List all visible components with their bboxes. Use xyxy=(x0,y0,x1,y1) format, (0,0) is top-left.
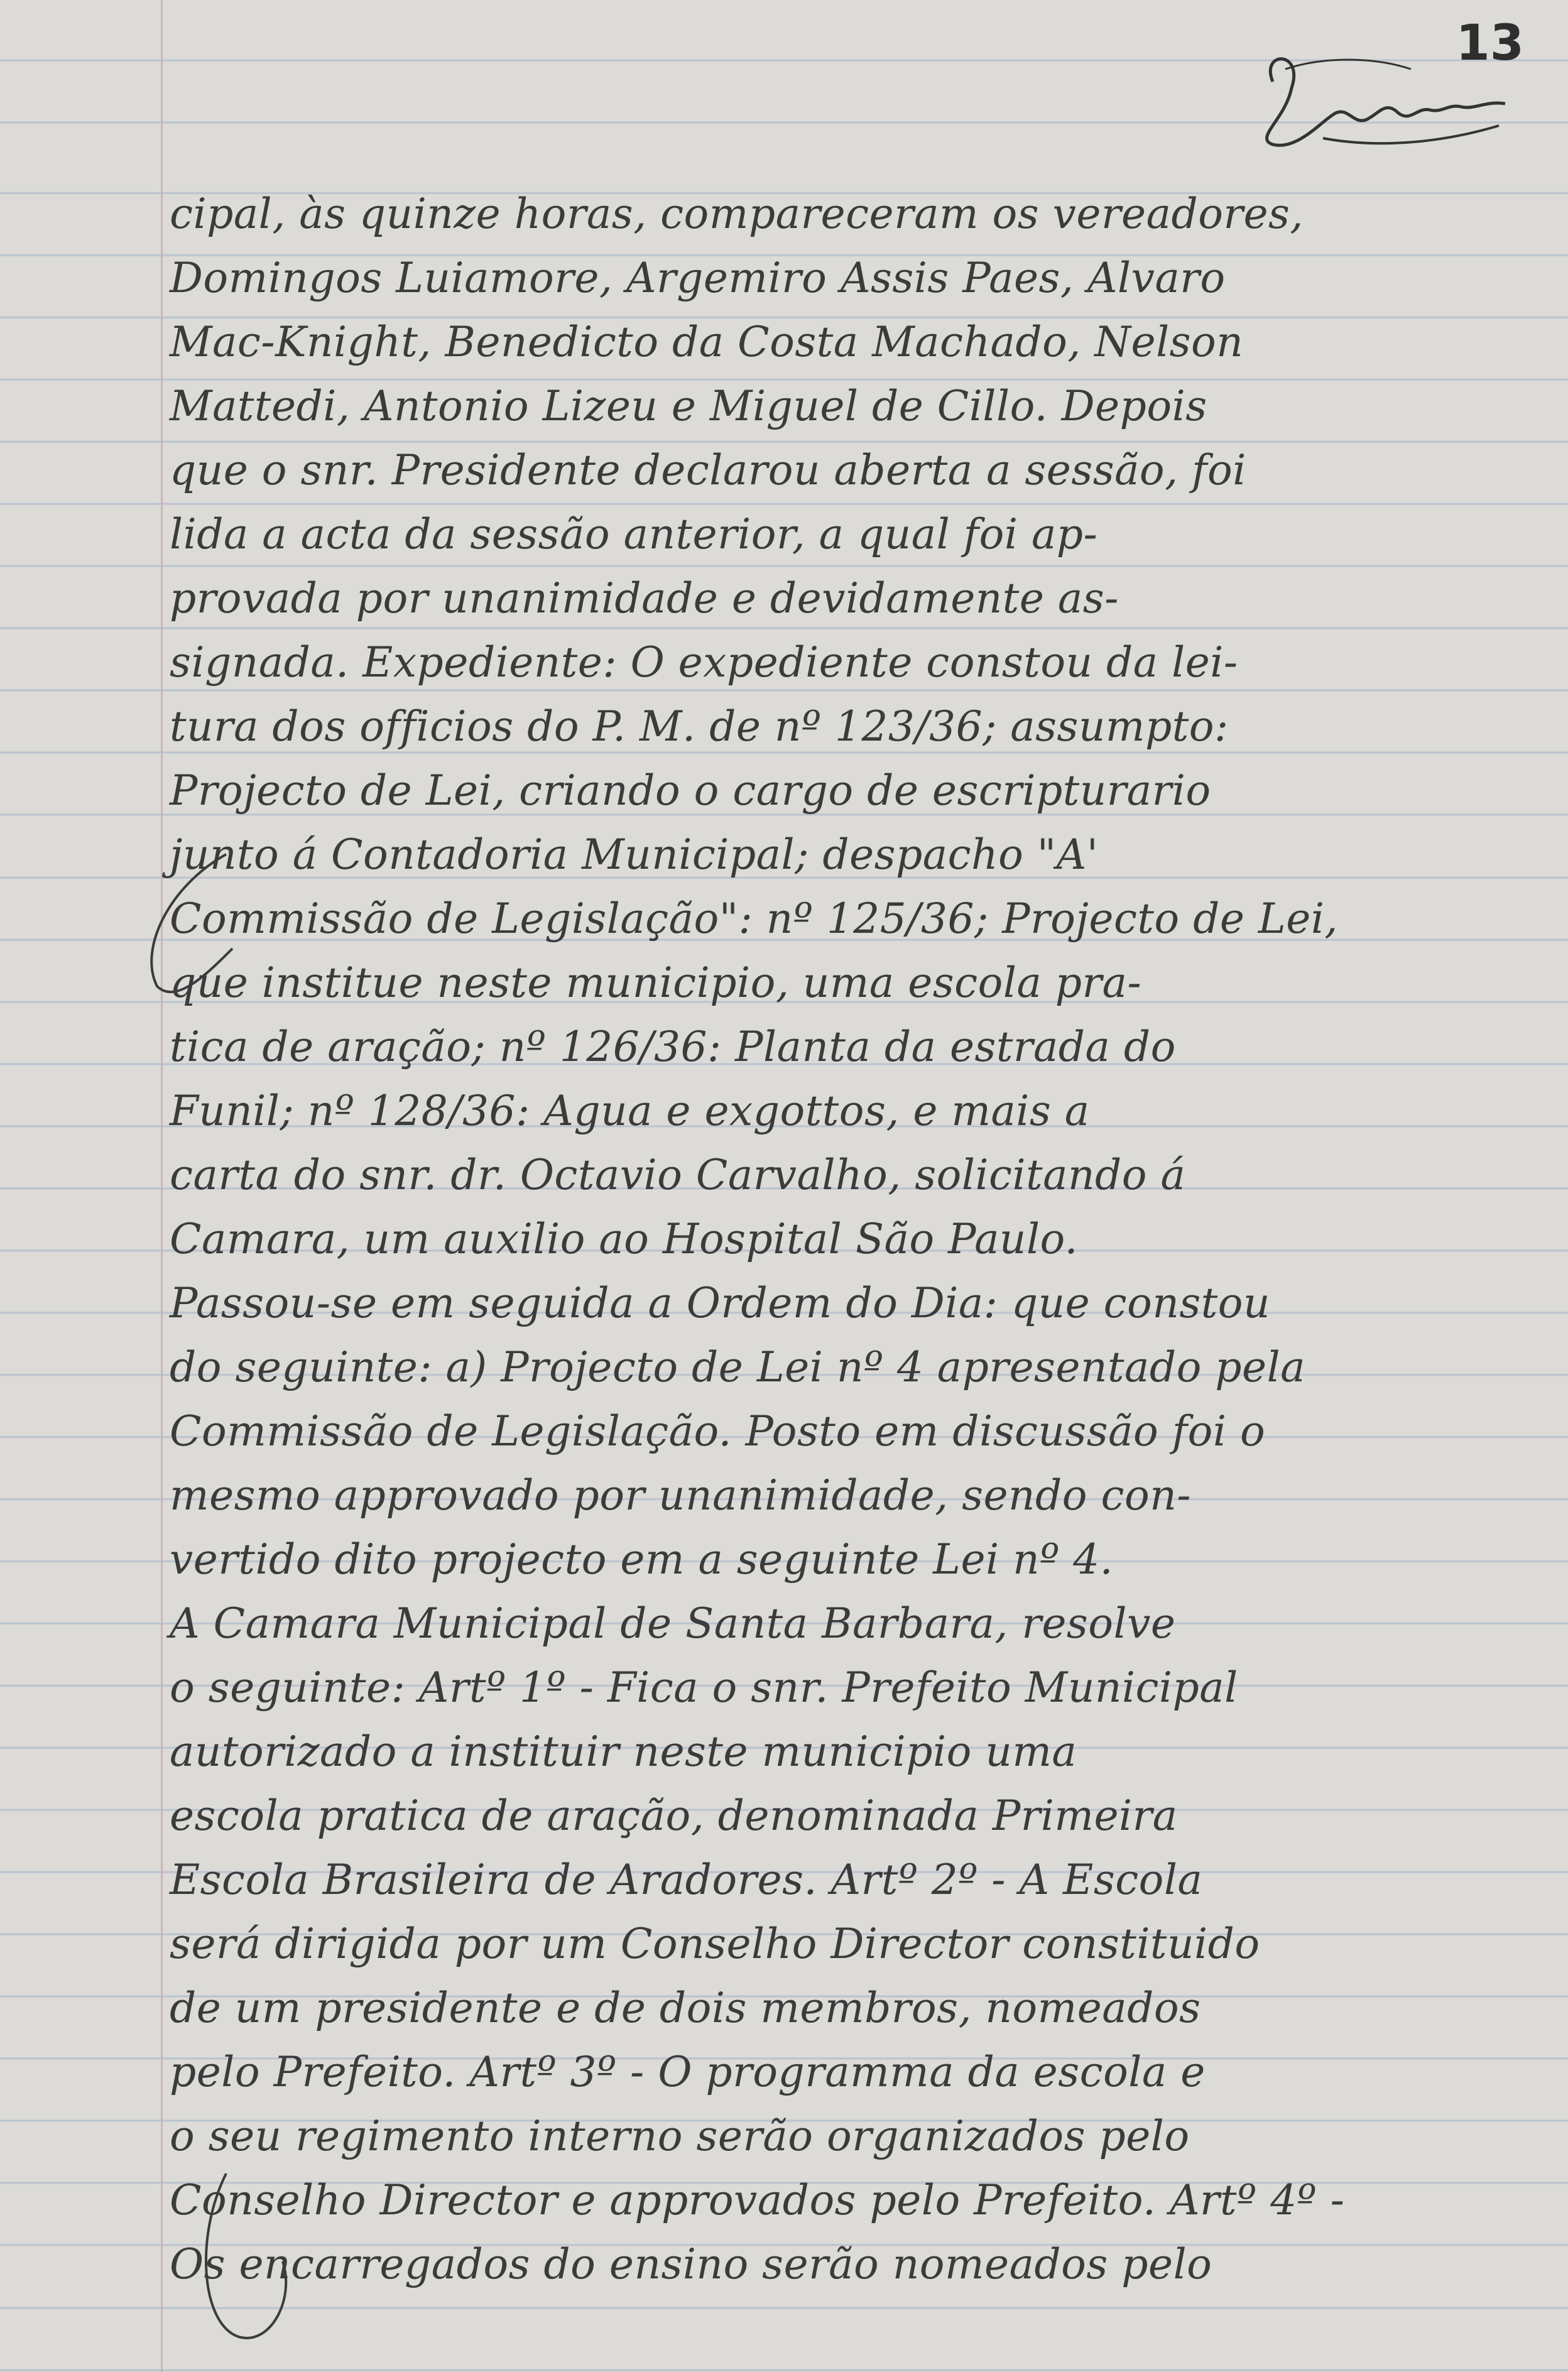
text-line: Escola Brasileira de Aradores. Artº 2º - A Escola xyxy=(170,1856,1203,1904)
text-line: tura dos officios do P. M. de nº 123/36; assumpto: xyxy=(170,702,1229,751)
text-line: Os encarregados do ensino serão nomeados pelo xyxy=(170,2240,1212,2288)
text-line: tica de aração; nº 126/36: Planta da estrada do xyxy=(170,1023,1176,1071)
page-number: 13 xyxy=(1456,15,1524,72)
text-line: lida a acta da sessão anterior, a qual foi ap- xyxy=(170,510,1098,558)
text-line: Camara, um auxilio ao Hospital São Paulo. xyxy=(170,1215,1079,1263)
text-line: Domingos Luiamore, Argemiro Assis Paes, Alvaro xyxy=(170,254,1226,302)
text-line: do seguinte: a) Projecto de Lei nº 4 apresentado pela xyxy=(170,1343,1306,1391)
text-line: o seguinte: Artº 1º - Fica o snr. Prefeito Municipal xyxy=(170,1663,1238,1712)
text-line: pelo Prefeito. Artº 3º - O programma da escola e xyxy=(170,2048,1206,2096)
signature-mark xyxy=(1248,44,1518,157)
text-line: junto á Contadoria Municipal; despacho "A' xyxy=(170,830,1099,879)
text-line: autorizado a instituir neste municipio uma xyxy=(170,1727,1077,1776)
text-line: Conselho Director e approvados pelo Prefeito. Artº 4º - xyxy=(170,2176,1345,2224)
text-line: Funil; nº 128/36: Agua e exgottos, e mais a xyxy=(170,1087,1090,1135)
text-line: Passou-se em seguida a Ordem do Dia: que constou xyxy=(170,1279,1271,1327)
text-line: o seu regimento interno serão organizados pelo xyxy=(170,2112,1190,2160)
text-line: Commissão de Legislação. Posto em discussão foi o xyxy=(170,1407,1266,1455)
handwritten-text xyxy=(170,182,1426,2297)
text-line: signada. Expediente: O expediente constou da lei- xyxy=(170,638,1238,687)
text-line: Mattedi, Antonio Lizeu e Miguel de Cillo. Depois xyxy=(170,382,1207,430)
text-line: Commissão de Legislação": nº 125/36; Projecto de Lei, xyxy=(170,895,1338,943)
text-line: mesmo approvado por unanimidade, sendo con- xyxy=(170,1471,1191,1520)
text-line: escola pratica de aração, denominada Primeira xyxy=(170,1792,1178,1840)
text-line: Projecto de Lei, criando o cargo de escripturario xyxy=(170,766,1211,815)
text-line: que o snr. Presidente declarou aberta a sessão, foi xyxy=(170,446,1246,494)
margin-rule xyxy=(161,0,163,2372)
text-line: que institue neste municipio, uma escola pra- xyxy=(170,959,1142,1007)
text-line: de um presidente e de dois membros, nomeados xyxy=(170,1984,1201,2032)
text-line: carta do snr. dr. Octavio Carvalho, solicitando á xyxy=(170,1151,1186,1199)
text-line: provada por unanimidade e devidamente as- xyxy=(170,574,1119,623)
text-line: Mac-Knight, Benedicto da Costa Machado, Nelson xyxy=(170,318,1244,366)
text-line: será dirigida por um Conselho Director constituido xyxy=(170,1920,1260,1968)
text-line: A Camara Municipal de Santa Barbara, resolve xyxy=(170,1599,1176,1648)
text-line: vertido dito projecto em a seguinte Lei nº 4. xyxy=(170,1535,1114,1584)
text-line: cipal, às quinze horas, compareceram os vereadores, xyxy=(170,190,1304,238)
